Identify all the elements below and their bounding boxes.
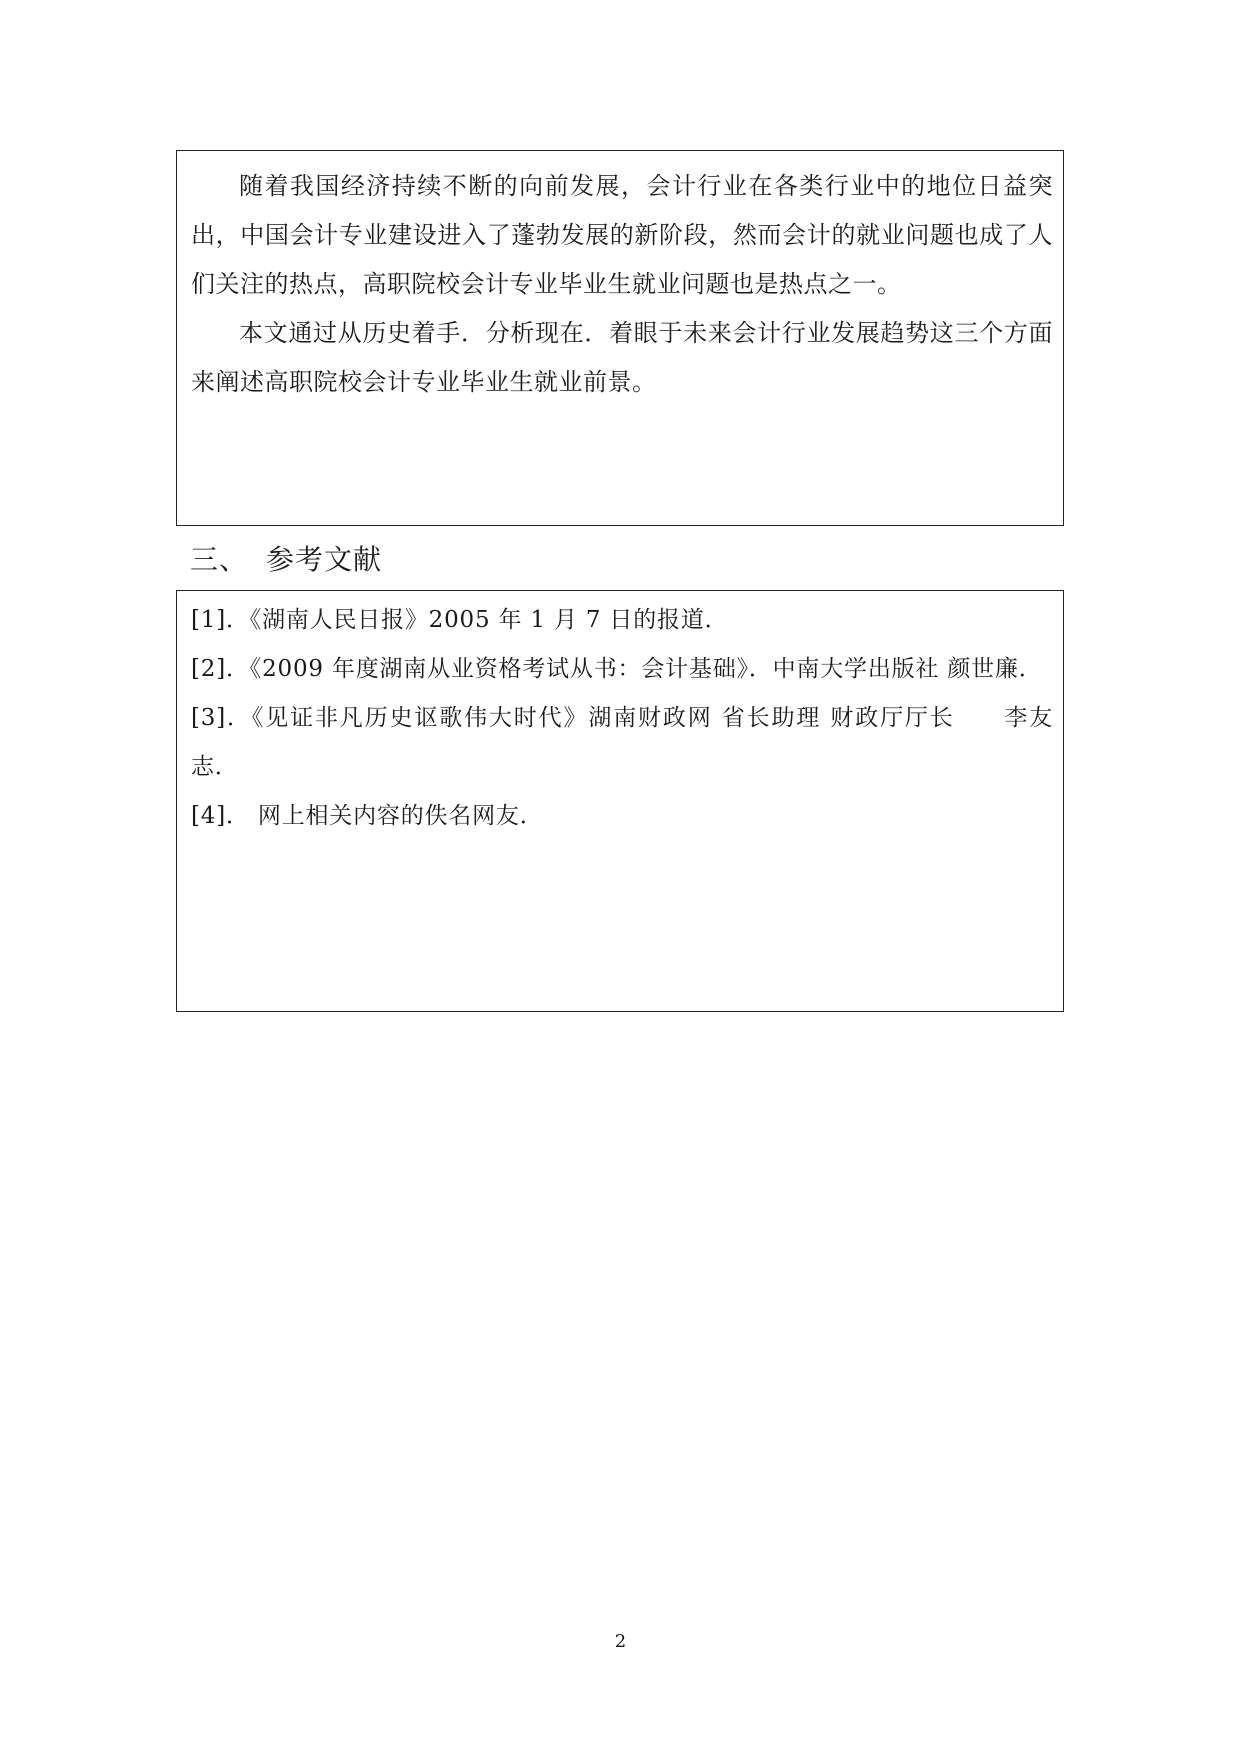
reference-item-4: [4]． 网上相关内容的佚名网友．: [191, 803, 544, 829]
section-title: 参考文献: [266, 543, 383, 576]
section-number: 三、: [190, 543, 249, 576]
abstract-box: [176, 150, 1064, 526]
page-number: 2: [614, 1631, 627, 1652]
abstract-paragraph-1: 随着我国经济持续不断的向前发展，会计行业在各类行业中的地位日益突出，中国会计专业建设进入了蓬勃发展的新阶段，然而会计的就业问题也成了人们关注的热点，高职院校会计专业毕业生就业问题也是热点之一。: [191, 172, 1053, 298]
reference-item-2: [2]．《2009 年度湖南从业资格考试从书：会计基础》．中南大学出版社 颜世廉．: [191, 656, 1043, 682]
abstract-paragraph-2: 本文通过从历史着手．分析现在．着眼于未来会计行业发展趋势这三个方面来阐述高职院校会计专业毕业生就业前景。: [191, 319, 1053, 396]
reference-item-3: [3]．《见证非凡历史讴歌伟大时代》湖南财政网 省长助理 财政厅厅长 李友志．: [191, 705, 1053, 780]
section-heading-references: [190, 536, 382, 584]
reference-item-1: [1]．《湖南人民日报》2005 年 1 月 7 日的报道．: [191, 607, 729, 633]
references-box: [176, 590, 1064, 1012]
